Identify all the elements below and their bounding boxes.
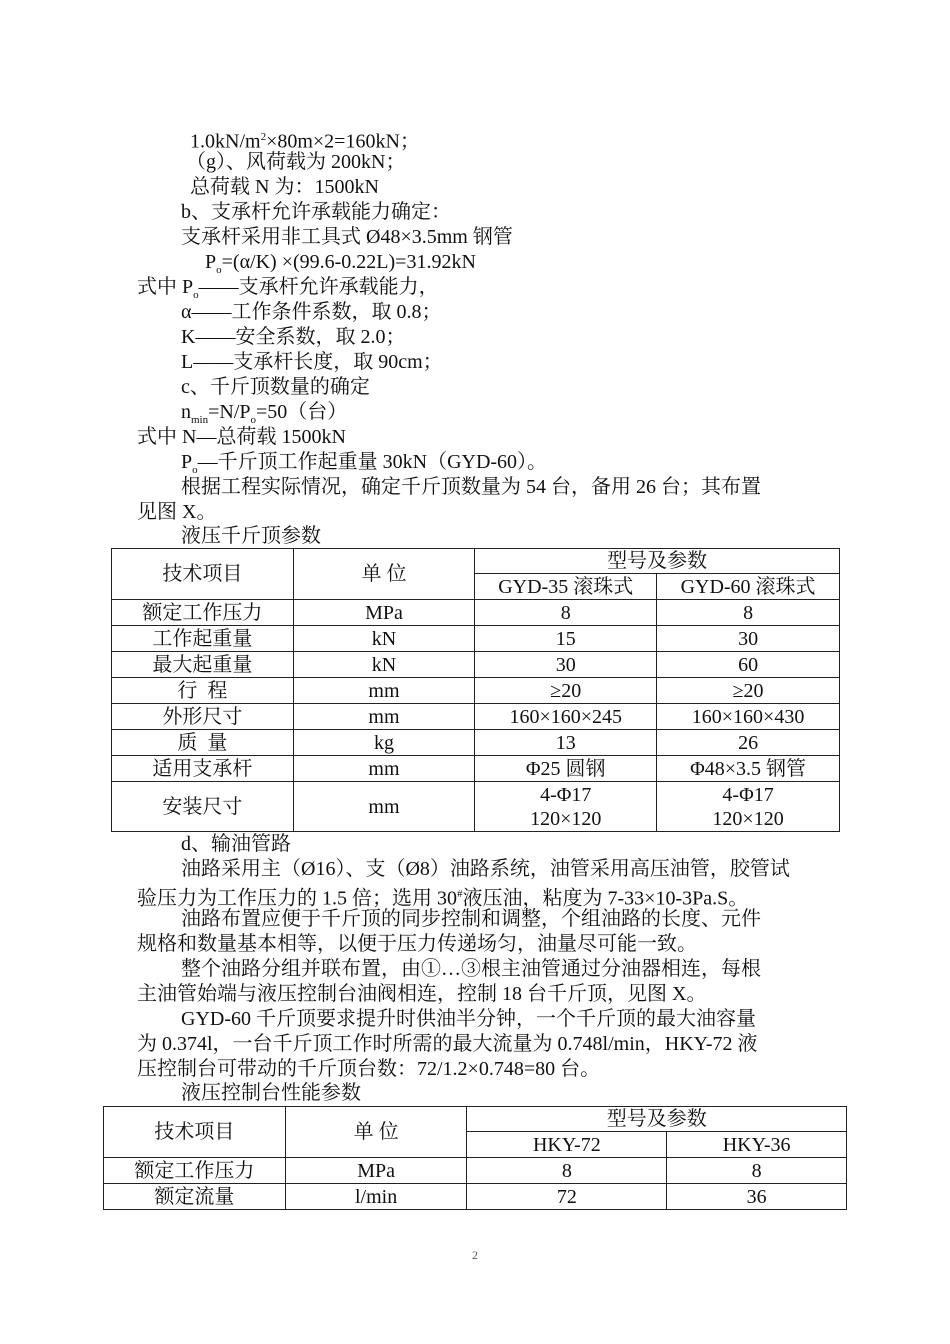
- table-row: [112, 652, 840, 678]
- text-line: 根据工程实际情况，确定千斤顶数量为 54 台，备用 26 台；其布置: [181, 476, 761, 498]
- cell: 8: [667, 1158, 847, 1184]
- cell: 质 量: [112, 730, 294, 756]
- cell: kN: [293, 652, 475, 678]
- header-unit: 单 位: [285, 1107, 467, 1158]
- table-caption: 液压控制台性能参数: [181, 1082, 361, 1104]
- cell: ≥20: [475, 678, 657, 704]
- cell: 额定工作压力: [104, 1158, 286, 1184]
- cell: mm: [293, 704, 475, 730]
- header-model: HKY-72: [467, 1132, 667, 1158]
- cell: 60: [657, 652, 840, 678]
- cell: 4-Φ17 120×120: [657, 782, 840, 832]
- cell: l/min: [285, 1184, 467, 1210]
- formula-line: $n_{min}=N/P_o=50$（台）: [181, 401, 348, 426]
- cell: 8: [475, 600, 657, 626]
- console-params-table: [103, 1106, 847, 1210]
- text-line: 主油管始端与液压控制台油阀相连，控制 18 台千斤顶，见图 X。: [137, 983, 707, 1005]
- text-line: 验压力为工作压力的 1.5 倍；选用 30#液压油，粘度为 7-33×10-3Pa.S。: [137, 887, 749, 910]
- cell: MPa: [293, 600, 475, 626]
- cell: 160×160×430: [657, 704, 840, 730]
- cell: 8: [467, 1158, 667, 1184]
- cell: 15: [475, 626, 657, 652]
- table-row: [112, 782, 840, 832]
- section-heading: d、输油管路: [181, 833, 291, 855]
- page-number: 2: [472, 1248, 478, 1262]
- table-row: [112, 600, 840, 626]
- cell: 4-Φ17 120×120: [475, 782, 657, 832]
- text-line: $1.0kN/m^2\times 80m\times 2=160kN$；: [190, 130, 420, 153]
- text-line: 规格和数量基本相等，以便于压力传递场匀，油量尽可能一致。: [137, 933, 697, 955]
- text-line: 式中 N—总荷载 1500kN: [137, 426, 346, 448]
- table-row: [112, 756, 840, 782]
- table-row: [112, 626, 840, 652]
- cell: 最大起重量: [112, 652, 294, 678]
- text-line: 式中 $P_o——$支承杆允许承载能力，: [137, 276, 439, 301]
- cell: 26: [657, 730, 840, 756]
- cell: 30: [475, 652, 657, 678]
- text-line: L——支承杆长度，取 90cm；: [181, 351, 443, 373]
- cell: 72: [467, 1184, 667, 1210]
- cell: 36: [667, 1184, 847, 1210]
- jack-params-table: [111, 548, 840, 832]
- cell: 适用支承杆: [112, 756, 294, 782]
- header-unit: 单 位: [293, 549, 475, 600]
- text-line: $P_o—$千斤顶工作起重量 30kN（GYD-60）。: [181, 451, 548, 476]
- cell: 行 程: [112, 678, 294, 704]
- cell: kg: [293, 730, 475, 756]
- header-group: 型号及参数: [467, 1107, 847, 1132]
- cell: 外形尺寸: [112, 704, 294, 730]
- text-line: α——工作条件系数，取 0.8；: [181, 301, 442, 323]
- cell: 额定工作压力: [112, 600, 294, 626]
- cell: 额定流量: [104, 1184, 286, 1210]
- text-line: 为 0.374l，一台千斤顶工作时所需的最大流量为 0.748l/min，HKY-72 液: [137, 1033, 758, 1055]
- cell: 30: [657, 626, 840, 652]
- cell: 13: [475, 730, 657, 756]
- cell: MPa: [285, 1158, 467, 1184]
- text-line: （g）、风荷载为 200kN；: [186, 151, 406, 173]
- cell: Φ48×3.5 钢管: [657, 756, 840, 782]
- cell: 160×160×245: [475, 704, 657, 730]
- text-line: c、千斤顶数量的确定: [181, 376, 370, 398]
- text-line: b、支承杆允许承载能力确定：: [181, 201, 451, 223]
- cell: 工作起重量: [112, 626, 294, 652]
- text-line: 整个油路分组并联布置，由①…③根主油管通过分油器相连，每根: [181, 958, 761, 980]
- text-line: GYD-60 千斤顶要求提升时供油半分钟，一个千斤顶的最大油容量: [181, 1008, 756, 1030]
- text-line: K——安全系数，取 2.0；: [181, 326, 406, 348]
- table-row: [112, 704, 840, 730]
- text-line: 油路布置应便于千斤顶的同步控制和调整，个组油路的长度、元件: [181, 908, 761, 930]
- cell: mm: [293, 756, 475, 782]
- header-group: 型号及参数: [475, 549, 840, 574]
- table-row: [104, 1184, 847, 1210]
- cell: mm: [293, 678, 475, 704]
- cell: kN: [293, 626, 475, 652]
- text-line: 支承杆采用非工具式 Ø48×3.5mm 钢管: [181, 226, 513, 248]
- header-model: GYD-60 滚珠式: [657, 574, 840, 600]
- header-model: HKY-36: [667, 1132, 847, 1158]
- header-model: GYD-35 滚珠式: [475, 574, 657, 600]
- cell: mm: [293, 782, 475, 832]
- cell: 安装尺寸: [112, 782, 294, 832]
- formula-line: $P_o=(\alpha/K) \times(99.6-0.22L)=31.92kN$: [205, 251, 476, 276]
- text-line: 压控制台可带动的千斤顶台数：72/1.2×0.748=80 台。: [137, 1058, 601, 1080]
- header-item: 技术项目: [104, 1107, 286, 1158]
- table-row: [112, 730, 840, 756]
- table-row: [104, 1158, 847, 1184]
- table-caption: 液压千斤顶参数: [181, 525, 321, 547]
- table-row: [112, 678, 840, 704]
- cell: 8: [657, 600, 840, 626]
- header-item: 技术项目: [112, 549, 294, 600]
- text-line: 总荷载 N 为：1500kN: [190, 176, 379, 198]
- text-line: 见图 X。: [137, 501, 217, 523]
- text-line: 油路采用主（Ø16）、支（Ø8）油路系统，油管采用高压油管，胶管试: [181, 858, 790, 880]
- cell: ≥20: [657, 678, 840, 704]
- cell: Φ25 圆钢: [475, 756, 657, 782]
